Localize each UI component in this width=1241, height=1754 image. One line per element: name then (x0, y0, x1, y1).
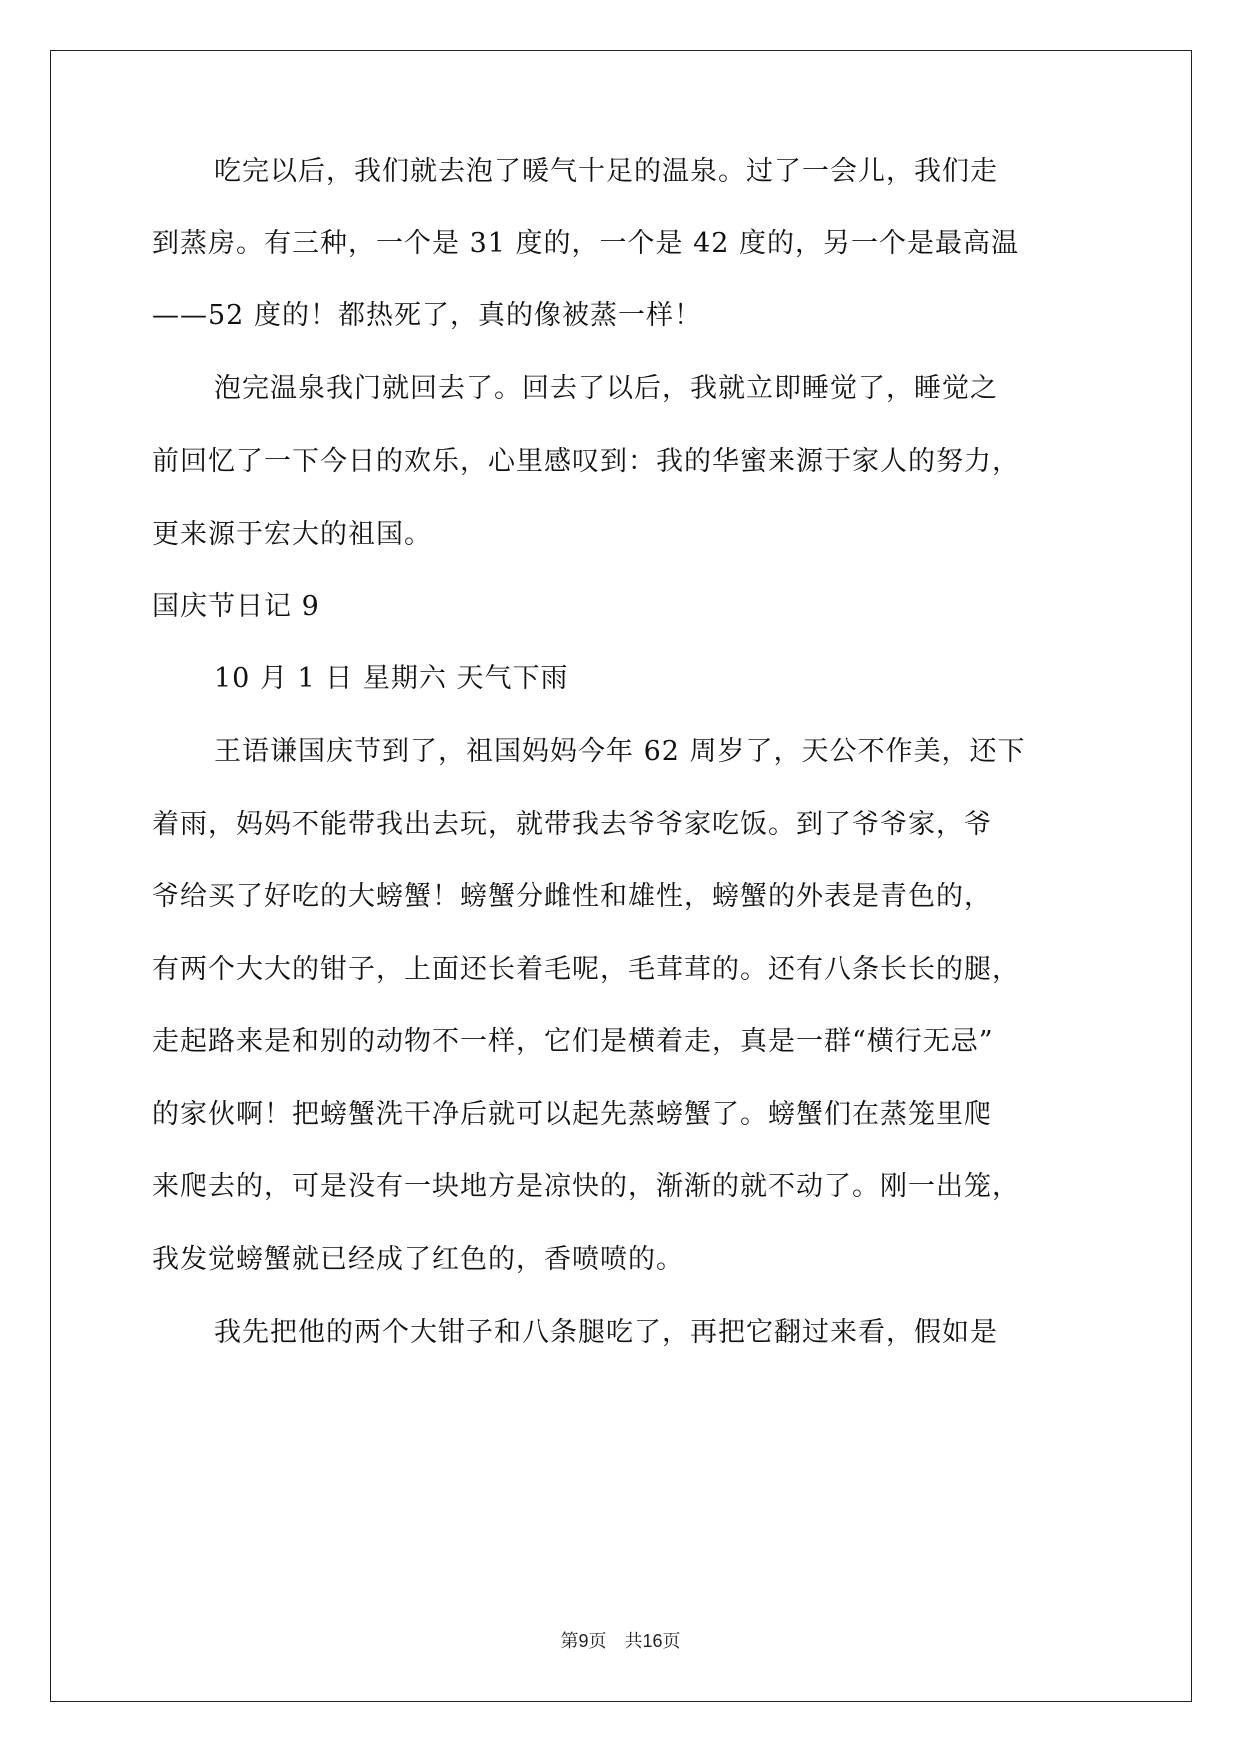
paragraph-line: 我发觉螃蟹就已经成了红色的，香喷喷的。 (152, 1244, 684, 1275)
section-heading: 国庆节日记 9 (152, 591, 320, 622)
paragraph-line: 来爬去的，可是没有一块地方是凉快的，渐渐的就不动了。刚一出笼， (152, 1171, 1020, 1202)
paragraph-line: 走起路来是和别的动物不一样，它们是横着走，真是一群“横行无忌” (152, 1026, 994, 1057)
paragraph-line: ——52 度的！都热死了，真的像被蒸一样！ (152, 300, 702, 331)
footer-suffix: 页 (662, 1631, 681, 1652)
total-page-count: 16 (642, 1631, 663, 1651)
footer-mid: 页 共 (588, 1631, 643, 1652)
paragraph-line: 的家伙啊！把螃蟹洗干净后就可以起先蒸螃蟹了。螃蟹们在蒸笼里爬 (152, 1099, 992, 1130)
paragraph-line: 爷给买了好吃的大螃蟹！螃蟹分雌性和雄性，螃蟹的外表是青色的， (152, 881, 992, 912)
paragraph-line: 更来源于宏大的祖国。 (152, 519, 432, 550)
current-page-number: 9 (578, 1631, 589, 1651)
date-line: 10 月 1 日 星期六 天气下雨 (214, 663, 569, 694)
paragraph-line: 前回忆了一下今日的欢乐，心里感叹到：我的华蜜来源于家人的努力， (152, 446, 1020, 477)
paragraph-line: 到蒸房。有三种，一个是 31 度的，一个是 42 度的，另一个是最高温 (152, 228, 1020, 259)
footer-prefix: 第 (560, 1631, 579, 1652)
paragraph-line: 泡完温泉我门就回去了。回去了以后，我就立即睡觉了，睡觉之 (214, 373, 998, 404)
paragraph-line: 吃完以后，我们就去泡了暖气十足的温泉。过了一会儿，我们走 (214, 156, 998, 187)
paragraph-line: 王语谦国庆节到了，祖国妈妈今年 62 周岁了，天公不作美，还下 (214, 736, 1026, 767)
paragraph-line: 我先把他的两个大钳子和八条腿吃了，再把它翻过来看，假如是 (214, 1317, 998, 1348)
paragraph-line: 着雨，妈妈不能带我出去玩，就带我去爷爷家吃饭。到了爷爷家，爷 (152, 809, 992, 840)
page-footer (0, 1629, 1241, 1654)
paragraph-line: 有两个大大的钳子，上面还长着毛呢，毛茸茸的。还有八条长长的腿， (152, 954, 1020, 985)
